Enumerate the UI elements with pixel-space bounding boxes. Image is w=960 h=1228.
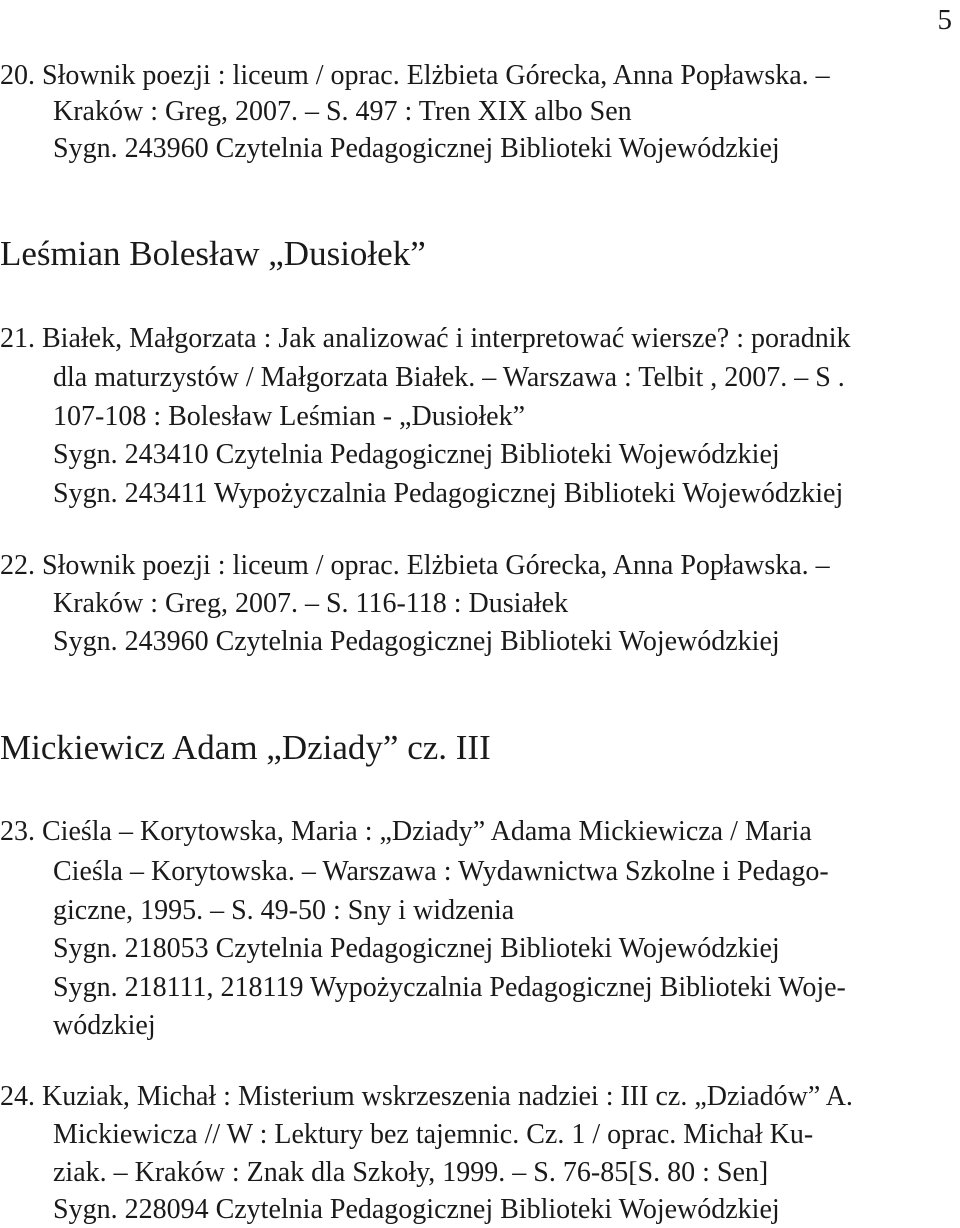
entry-24-line-4: Sygn. 228094 Czytelnia Pedagogicznej Biblioteki Wojewódzkiej [53,1194,780,1225]
entry-22-line-2: Kraków : Greg, 2007. – S. 116-118 : Dusiałek [53,588,569,619]
entry-23-line-3: giczne, 1995. – S. 49-50 : Sny i widzenia [53,895,515,926]
entry-21-line-1: 21. Białek, Małgorzata : Jak analizować i interpretować wiersze? : poradnik [0,323,851,354]
section-heading-mickiewicz: Mickiewicz Adam „Dziady” cz. III [0,728,491,767]
page-number: 5 [937,4,952,36]
entry-23-line-6: wódzkiej [53,1010,156,1041]
entry-21-line-4: Sygn. 243410 Czytelnia Pedagogicznej Biblioteki Wojewódzkiej [53,439,780,470]
entry-23-line-2: Cieśla – Korytowska. – Warszawa : Wydawnictwa Szkolne i Pedago- [53,856,829,887]
entry-23-line-1: 23. Cieśla – Korytowska, Maria : „Dziady” Adama Mickiewicza / Maria [0,816,812,847]
entry-24-line-2: Mickiewicza // W : Lektury bez tajemnic. Cz. 1 / oprac. Michał Ku- [53,1119,814,1150]
entry-23-line-4: Sygn. 218053 Czytelnia Pedagogicznej Biblioteki Wojewódzkiej [53,933,780,964]
entry-20-line-2: Kraków : Greg, 2007. – S. 497 : Tren XIX albo Sen [53,96,632,127]
entry-20-line-3: Sygn. 243960 Czytelnia Pedagogicznej Biblioteki Wojewódzkiej [53,133,780,164]
entry-22-line-1: 22. Słownik poezji : liceum / oprac. Elżbieta Górecka, Anna Popławska. – [0,550,830,581]
entry-24-line-1: 24. Kuziak, Michał : Misterium wskrzeszenia nadziei : III cz. „Dziadów” A. [0,1081,853,1112]
entry-21-line-3: 107-108 : Bolesław Leśmian - „Dusiołek” [53,401,526,432]
entry-21-line-2: dla maturzystów / Małgorzata Białek. – Warszawa : Telbit , 2007. – S . [53,362,845,393]
entry-21-line-5: Sygn. 243411 Wypożyczalnia Pedagogicznej Biblioteki Wojewódzkiej [53,478,844,509]
entry-23-line-5: Sygn. 218111, 218119 Wypożyczalnia Pedagogicznej Biblioteki Woje- [53,972,846,1003]
entry-22-line-3: Sygn. 243960 Czytelnia Pedagogicznej Biblioteki Wojewódzkiej [53,626,780,657]
entry-24-line-3: ziak. – Kraków : Znak dla Szkoły, 1999. – S. 76-85[S. 80 : Sen] [53,1157,769,1188]
section-heading-lesmian: Leśmian Bolesław „Dusiołek” [0,234,426,273]
entry-20-line-1: 20. Słownik poezji : liceum / oprac. Elżbieta Górecka, Anna Popławska. – [0,60,830,91]
